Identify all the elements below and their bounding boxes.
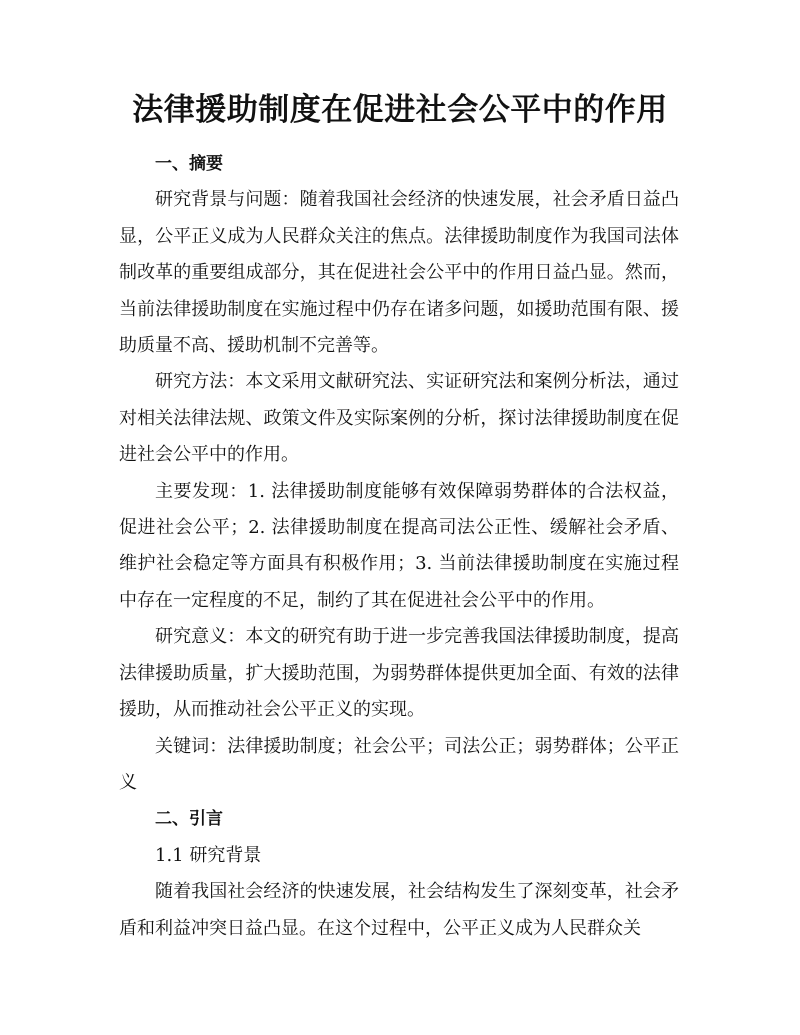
document-title: 法律援助制度在促进社会公平中的作用 (132, 92, 668, 128)
introduction-paragraph: 随着我国社会经济的快速发展，社会结构发生了深刻变革，社会矛盾和利益冲突日益凸显。在这个过程中，公平正义成为人民群众关 (119, 881, 679, 939)
subsection-heading-background: 1.1 研究背景 (155, 844, 262, 866)
section-heading-abstract: 一、摘要 (155, 154, 223, 174)
section-heading-introduction: 二、引言 (155, 809, 223, 830)
keywords-paragraph: 关键词：法律援助制度；社会公平；司法公正；弱势群体；公平正义 (119, 735, 679, 793)
abstract-methods-paragraph: 研究方法：本文采用文献研究法、实证研究法和案例分析法，通过对相关法律法规、政策文件及实际案例的分析，探讨法律援助制度在促进社会公平中的作用。 (119, 371, 679, 466)
abstract-significance-paragraph: 研究意义：本文的研究有助于进一步完善我国法律援助制度，提高法律援助质量，扩大援助范围，为弱势群体提供更加全面、有效的法律援助，从而推动社会公平正义的实现。 (119, 626, 679, 721)
abstract-findings-paragraph: 主要发现：1. 法律援助制度能够有效保障弱势群体的合法权益，促进社会公平；2. 法律援助制度在提高司法公正性、缓解社会矛盾、维护社会稳定等方面具有积极作用；3. 当前法律援助制度在实施过程中存在一定程度的不足，制约了其在促进社会公平中的作用。 (119, 480, 679, 611)
document-body (119, 146, 679, 947)
abstract-background-paragraph: 研究背景与问题：随着我国社会经济的快速发展，社会矛盾日益凸显，公平正义成为人民群众关注的焦点。法律援助制度作为我国司法体制改革的重要组成部分，其在促进社会公平中的作用日益凸显。然而，当前法律援助制度在实施过程中仍存在诸多问题，如援助范围有限、援助质量不高、援助机制不完善等。 (119, 189, 679, 357)
